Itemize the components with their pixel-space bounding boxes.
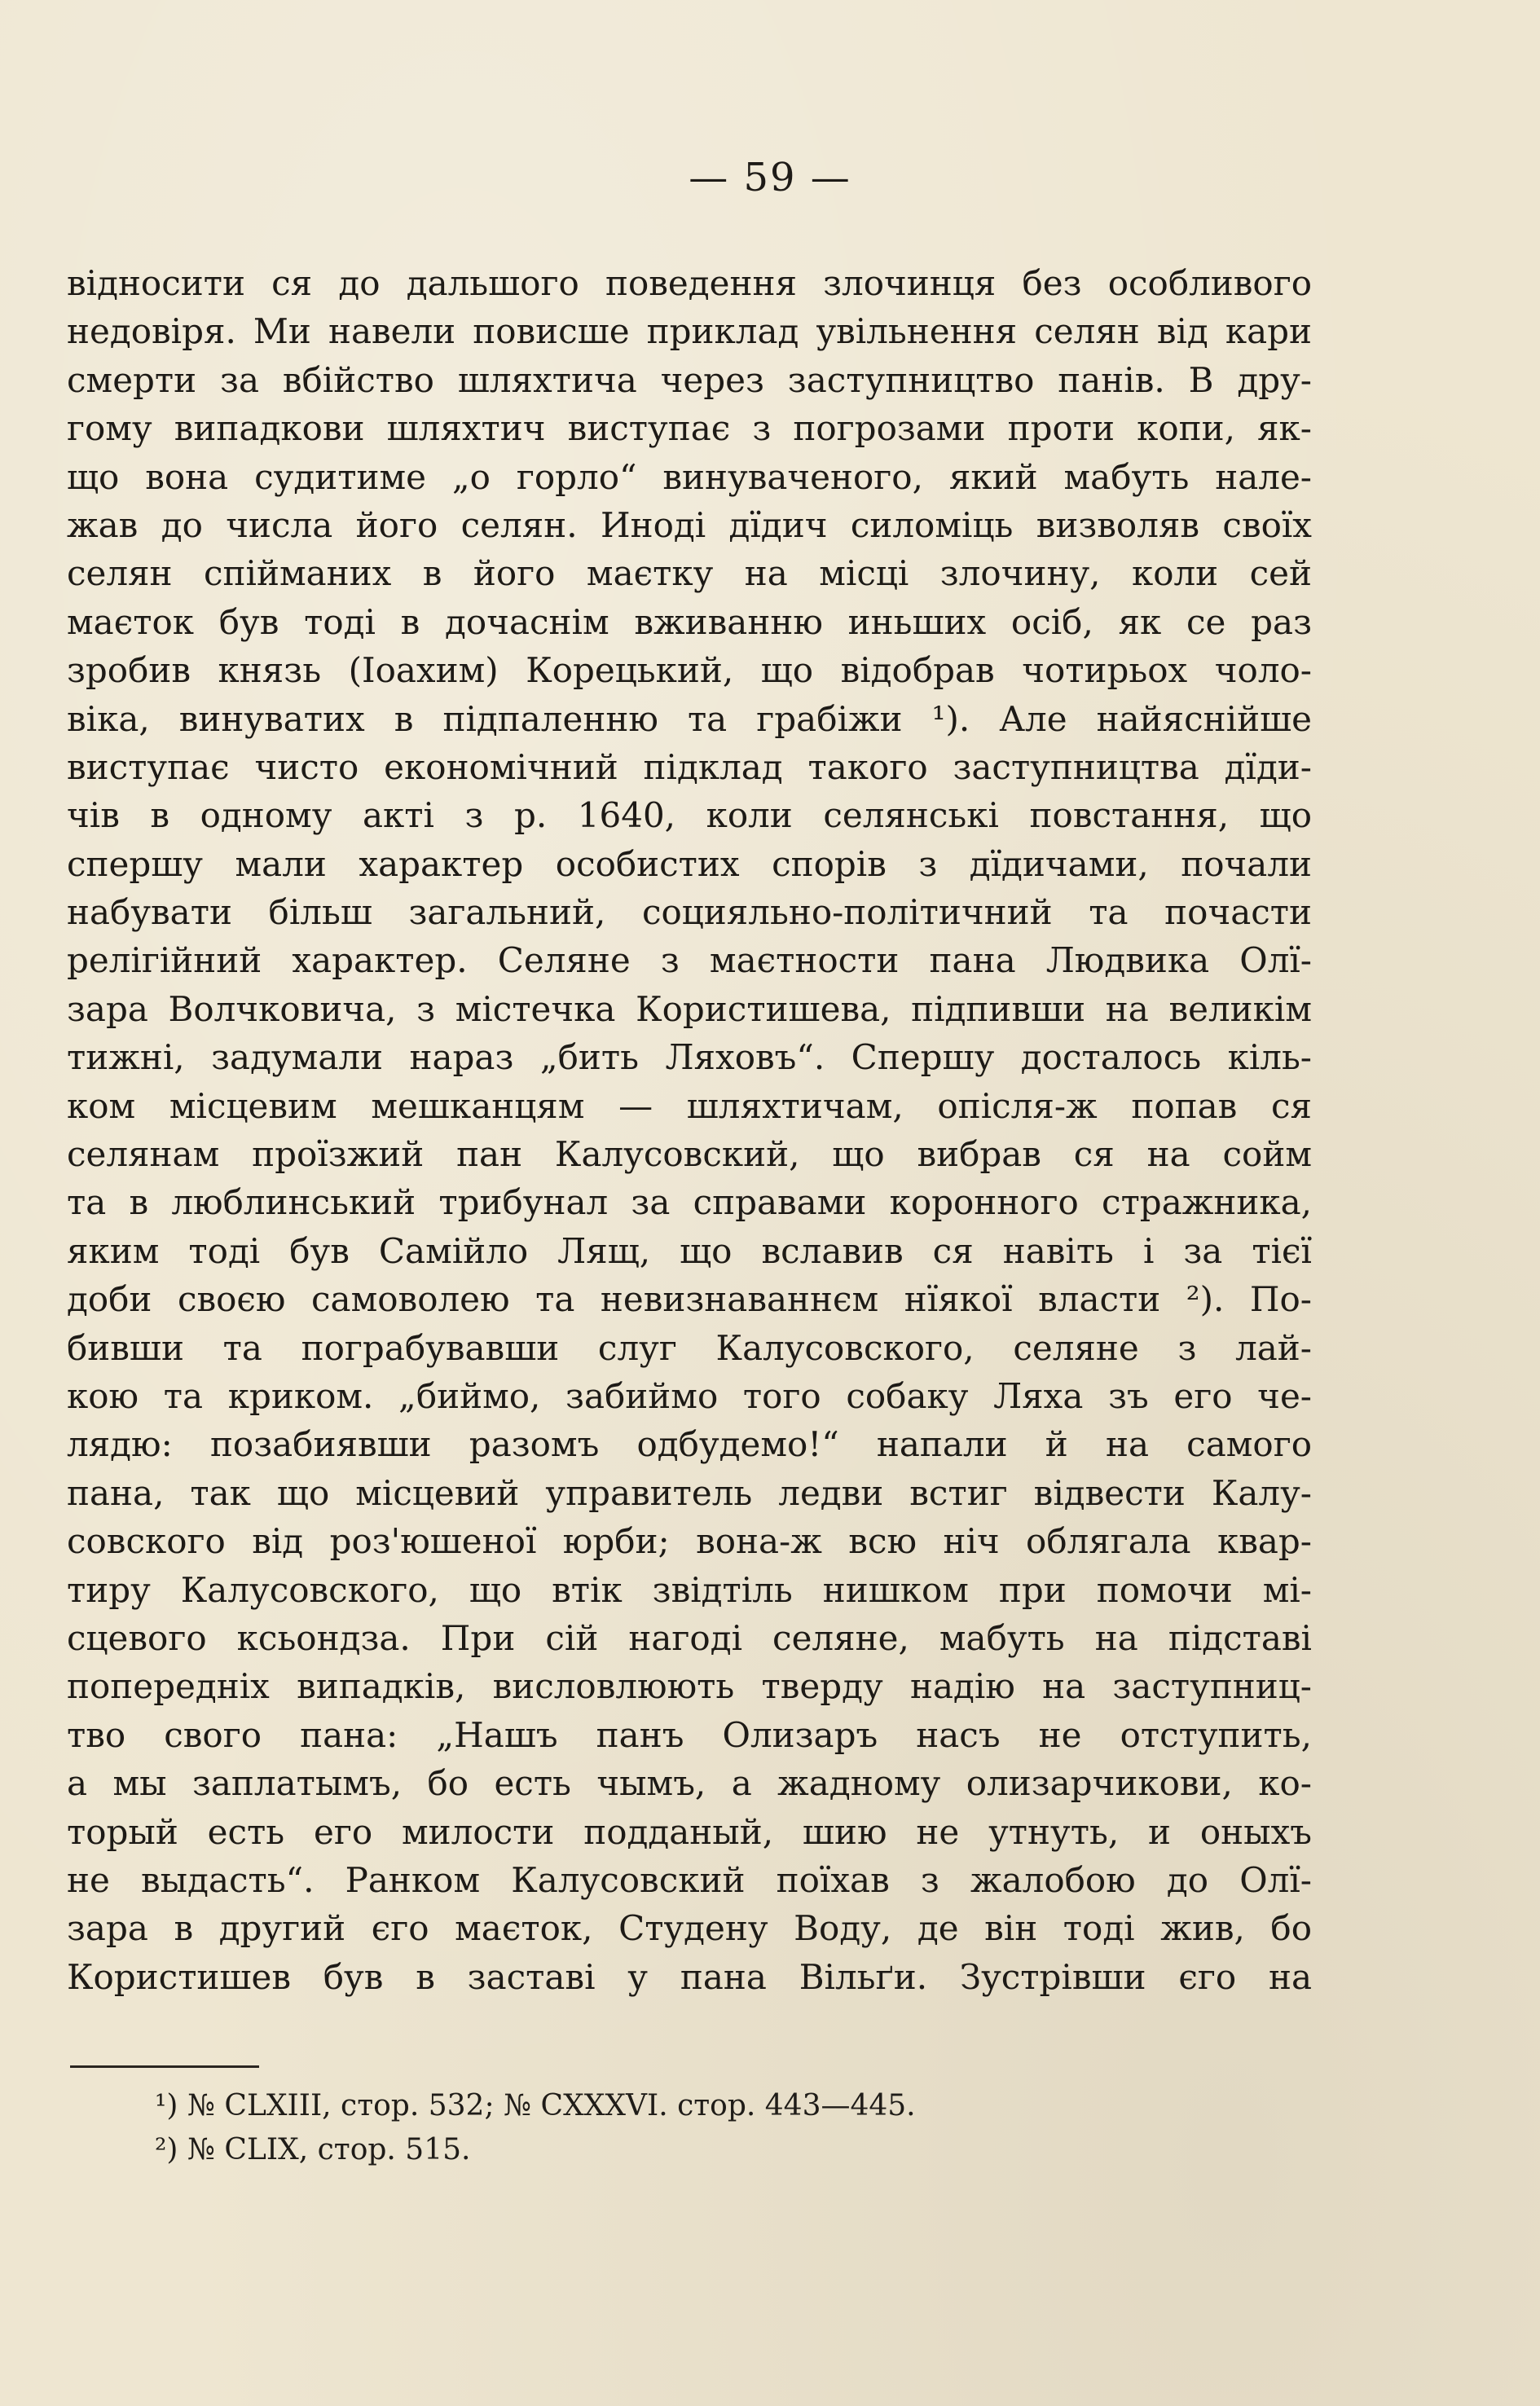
text-line: яким тоді був Самійло Лящ, що вславив ся навіть і за тієї	[67, 1230, 1312, 1271]
text-line: тво свого пана: „Нашъ панъ Олизаръ насъ не отступить,	[67, 1714, 1312, 1755]
text-line: совского від роз'юшеної юрби; вона-ж всю ніч облягала квар-	[67, 1521, 1312, 1562]
text-line: не выдасть“. Ранком Калусовский поїхав з жалобою до Олї-	[67, 1859, 1312, 1900]
text-line: гому випадкови шляхтич виступає з погрозами проти копи, як-	[67, 408, 1312, 449]
text-line: та в люблинський трибунал за справами коронного стражника,	[67, 1182, 1312, 1223]
text-line: лядю: позабиявши разомъ одбудемо!“ напали й на самого	[67, 1424, 1312, 1465]
text-line: виступає чисто економічний підклад такого заступництва дїди-	[67, 746, 1312, 787]
text-line: селянам проїзжий пан Калусовский, що вибрав ся на сойм	[67, 1134, 1312, 1175]
footnote: ²) № CLIX, стор. 515.	[155, 2133, 471, 2166]
text-line: жав до числа його селян. Иноді дїдич силоміць визволяв своїх	[67, 504, 1312, 545]
text-line: тиру Калусовского, що втік звідтіль нишком при помочи мі-	[67, 1569, 1312, 1610]
text-line: селян спійманих в його маєтку на місці злочину, коли сей	[67, 553, 1312, 594]
text-line: ком місцевим мешканцям — шляхтичам, опісля-ж попав ся	[67, 1085, 1312, 1126]
text-line: попередніх випадків, висловлюють тверду надію на заступниц-	[67, 1666, 1312, 1707]
text-line: маєток був тоді в дочаснім вживанню иньших осіб, як се раз	[67, 601, 1312, 642]
text-line: доби своєю самоволею та невизнаваннєм нїякої власти ²). По-	[67, 1279, 1312, 1320]
text-line: недовіря. Ми навели повисше приклад увільнення селян від кари	[67, 311, 1312, 352]
text-line: що вона судитиме „о горло“ винуваченого, який мабуть нале-	[67, 456, 1312, 497]
text-line: зробив князь (Іоахим) Корецький, що відобрав чотирьох чоло-	[67, 650, 1312, 691]
text-line: зара в другий єго маєток, Студену Воду, де він тоді жив, бо	[67, 1908, 1312, 1949]
text-line: бивши та пограбувавши слуг Калусовского, селяне з лай-	[67, 1327, 1312, 1368]
text-line: Користишев був в заставі у пана Вільґи. Зустрівши єго на	[67, 1956, 1312, 1997]
text-line: сцевого ксьондза. При сій нагоді селяне, мабуть на підставі	[67, 1617, 1312, 1658]
page-number: — 59 —	[689, 155, 851, 200]
footnote: ¹) № CLXIII, стор. 532; № CXXXVI. стор. 443—445.	[155, 2089, 916, 2122]
footnotes	[155, 2084, 1214, 2172]
text-line: зара Волчковича, з містечка Користишева, підпивши на великім	[67, 988, 1312, 1029]
text-line: релігійний характер. Селяне з маєтности пана Людвика Олї-	[67, 940, 1312, 981]
text-line: смерти за вбійство шляхтича через заступництво панів. В дру-	[67, 359, 1312, 400]
text-line: а мы заплатымъ, бо есть чымъ, а жадному олизарчикови, ко-	[67, 1763, 1312, 1804]
text-line: спершу мали характер особистих спорів з дїдичами, почали	[67, 843, 1312, 884]
text-line: торый есть его милости подданый, шию не утнуть, и оныхъ	[67, 1811, 1312, 1852]
text-line: чів в одному акті з р. 1640, коли селянські повстання, що	[67, 795, 1312, 836]
text-line: відносити ся до дальшого поведення злочинця без особливого	[67, 263, 1312, 303]
text-line: набувати більш загальний, социяльно-політичний та почасти	[67, 892, 1312, 933]
body-text	[67, 259, 1312, 2001]
text-line: тижні, задумали нараз „бить Ляховъ“. Спершу досталось кіль-	[67, 1037, 1312, 1078]
footnote-separator	[70, 2065, 259, 2068]
text-line: пана, так що місцевий управитель ледви встиг відвести Калу-	[67, 1472, 1312, 1513]
text-line: віка, винуватих в підпаленню та грабіжи ¹). Але найяснійше	[67, 698, 1312, 739]
text-line: кою та криком. „биймо, забиймо того собаку Ляха зъ его че-	[67, 1375, 1312, 1416]
